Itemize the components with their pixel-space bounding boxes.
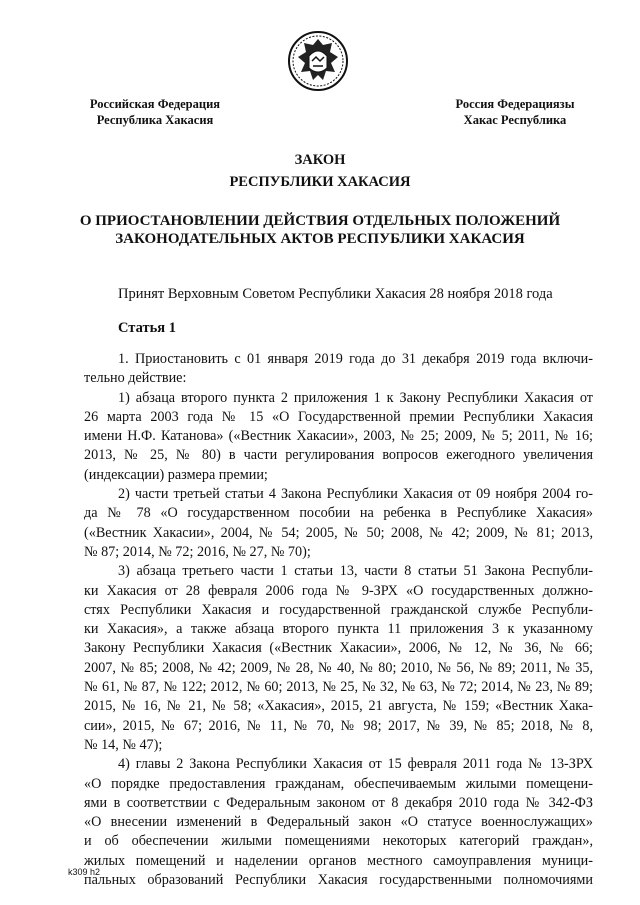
body-line: № 14, № 47); [84,736,163,753]
body-line: стях Республики Хакасия и государственной гражданской службе Республи- [84,601,593,618]
body-line: 2) части третьей статьи 4 Закона Республики Хакасия от 09 ноября 2004 го- [118,486,593,503]
adoption-statement: Принят Верховным Советом Республики Хакасия 28 ноября 2018 года [118,286,553,302]
body-line: («Вестник Хакасии», 2004, № 54; 2005, № 50; 2008, № 42; 2009, № 81; 2013, [84,524,593,541]
header-left [80,96,230,128]
body-line: № 61, № 87, № 122; 2012, № 60; 2013, № 25, № 32, № 63, № 72; 2014, № 23, № 89; [84,679,593,696]
body-line: (индексации) размера премии; [84,466,268,483]
body-line: пальных образований Республики Хакасия государственными полномочиями [84,872,593,889]
body-line: 2015, № 16, № 21, № 58; «Хакасия», 2015, 21 августа, № 159; «Вестник Хака- [84,698,593,715]
header-left-line-2: Республика Хакасия [96,113,214,127]
law-subtitle-line-2: ЗАКОНОДАТЕЛЬНЫХ АКТОВ РЕСПУБЛИКИ ХАКАСИЯ [115,231,525,247]
body-line: ями в соответствии с Федеральным законом от 8 декабря 2010 года № 342-ФЗ [84,794,593,811]
coat-of-arms-emblem [287,30,349,92]
body-line: ки Хакасия от 28 февраля 2006 года № 9-ЗРХ «О государственных должно- [84,582,593,599]
header-right-line-1: Россия Федерациязы [455,97,575,111]
header-left-line-1: Российская Федерация [89,97,221,111]
body-line: 1. Приостановить с 01 января 2019 года до 31 декабря 2019 года включи- [118,351,593,367]
body-line: тельно действие: [84,370,187,387]
law-subtitle [40,212,600,248]
body-line: 1) абзаца второго пункта 2 приложения 1 к Закону Республики Хакасия от [118,389,593,406]
body-line: 4) главы 2 Закона Республики Хакасия от 15 февраля 2011 года № 13-ЗРХ [118,756,593,773]
law-body [84,350,593,890]
body-line: «О порядке предоставления гражданам, обеспечиваемым жилыми помещени- [84,775,593,792]
footer-code: k309 h2 [68,867,101,877]
body-line: сии», 2015, № 67; 2016, № 11, № 70, № 98; 2017, № 39, № 85; 2018, № 8, [84,717,593,734]
body-line: ки Хакасия», а также абзаца второго пункта 11 приложения 3 к указанному [84,621,593,638]
body-line: 3) абзаца третьего части 1 статьи 13, части 8 статьи 51 Закона Республи- [118,563,593,580]
header-right [440,96,590,128]
body-line: 2007, № 85; 2008, № 42; 2009, № 28, № 40, № 80; 2010, № 56, № 89; 2011, № 35, [84,659,593,676]
body-line: 2013, № 25, № 80) в части регулирования вопросов ежегодного увеличения [84,447,593,464]
body-line: № 87; 2014, № 72; 2016, № 27, № 70); [84,543,311,560]
law-title-line-2: РЕСПУБЛИКИ ХАКАСИЯ [229,174,411,190]
header-right-line-2: Хакас Республика [463,113,567,127]
law-title [40,151,600,191]
article-heading: Статья 1 [118,320,176,336]
body-line: да № 78 «О государственном пособии на ребенка в Республике Хакасия» [84,505,593,522]
body-line: Закону Республики Хакасия («Вестник Хакасии», 2006, № 12, № 36, № 66; [84,640,593,657]
body-line: имени Н.Ф. Катанова» («Вестник Хакасии», 2003, № 25; 2009, № 5; 2011, № 16; [84,428,593,445]
body-line: и об обеспечении жилыми помещениями некоторых категорий граждан», [84,833,593,850]
body-line: «О внесении изменений в Федеральный закон «О статусе военнослужащих» [84,814,593,831]
law-subtitle-line-1: О ПРИОСТАНОВЛЕНИИ ДЕЙСТВИЯ ОТДЕЛЬНЫХ ПОЛОЖЕНИЙ [79,213,561,229]
body-line: жилых помещений и наделении органов местного самоуправления муници- [84,852,593,869]
body-line: 26 марта 2003 года № 15 «О Государственной премии Республики Хакасия [84,408,593,425]
law-title-line-1: ЗАКОН [294,152,346,168]
